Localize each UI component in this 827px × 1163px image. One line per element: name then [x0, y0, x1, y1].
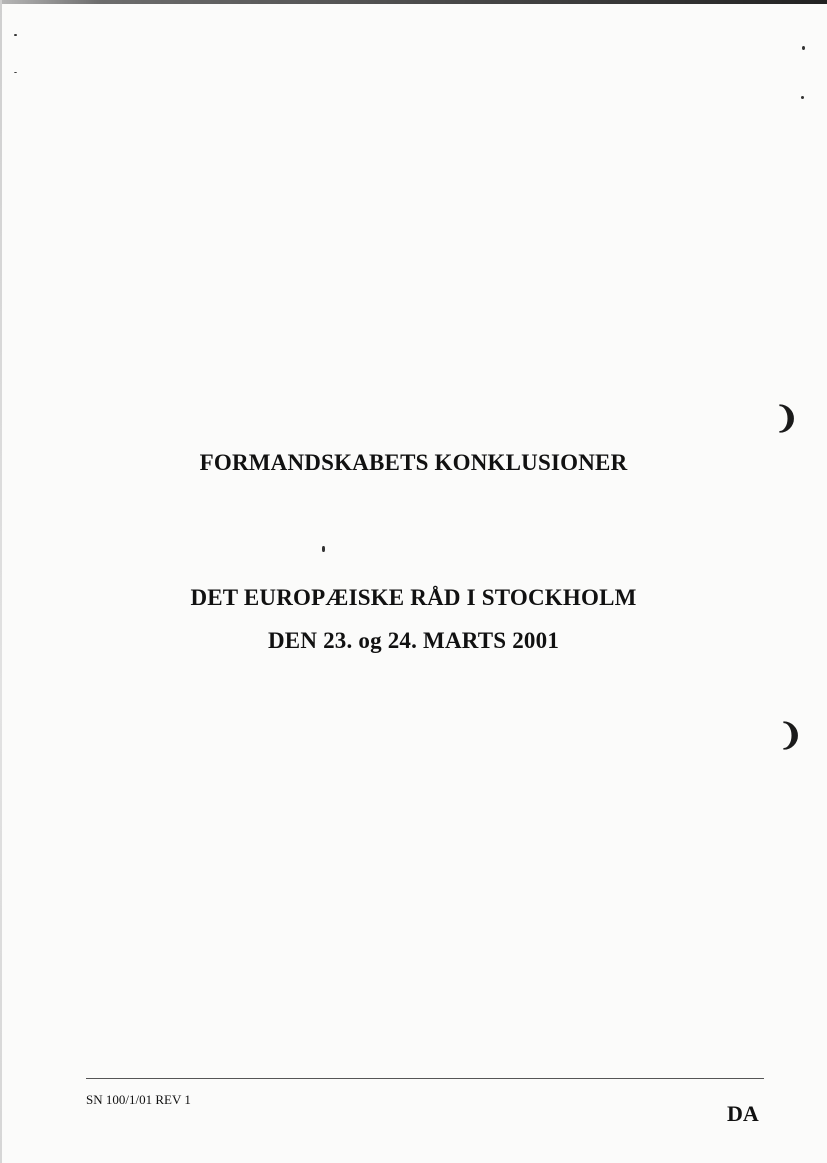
document-reference: SN 100/1/01 REV 1 — [86, 1092, 191, 1107]
scan-speck — [14, 72, 17, 73]
scan-speck — [802, 46, 805, 50]
document-heading: FORMANDSKABETS KONKLUSIONER — [199, 450, 628, 475]
page-top-edge — [0, 0, 827, 4]
scan-speck — [322, 546, 325, 552]
footer-divider — [86, 1078, 764, 1079]
page-left-edge — [0, 0, 2, 1163]
meeting-dates: DEN 23. og 24. MARTS 2001 — [267, 628, 560, 653]
scan-speck — [14, 34, 17, 36]
scan-speck — [801, 96, 804, 99]
council-title: DET EUROPÆISKE RÅD I STOCKHOLM — [190, 585, 637, 610]
punch-hole-mark-icon: ❩ — [778, 718, 804, 753]
punch-hole-mark-icon: ❩ — [774, 401, 800, 436]
language-code: DA — [727, 1101, 759, 1126]
